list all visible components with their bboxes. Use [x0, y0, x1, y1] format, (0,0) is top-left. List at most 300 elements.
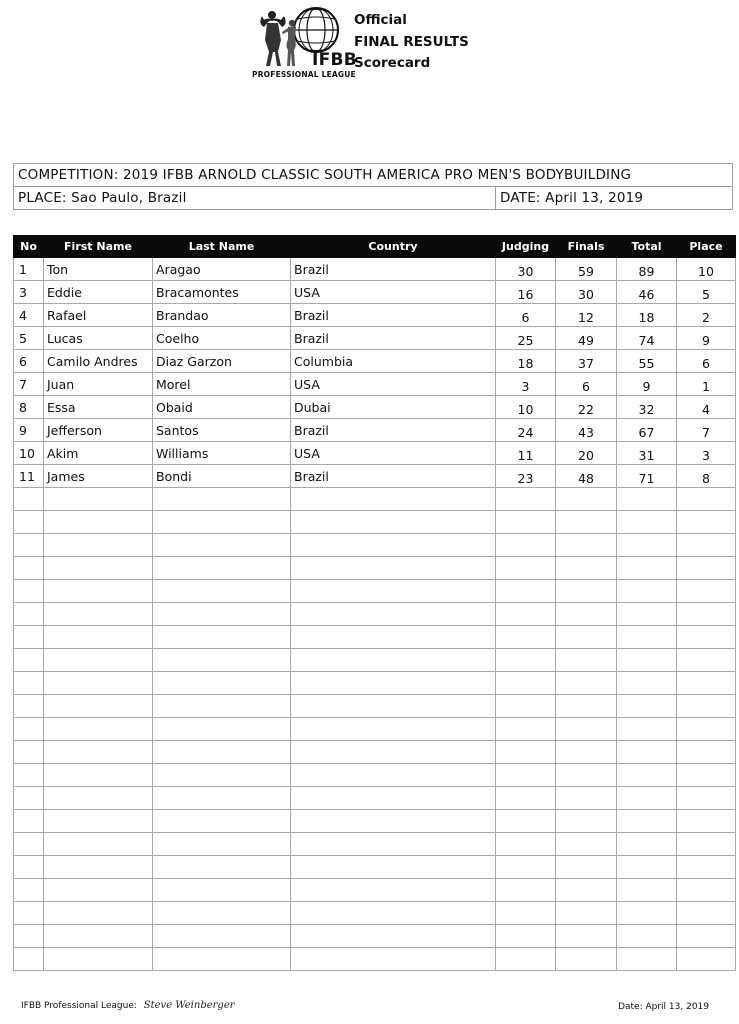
- cell-total: 46: [617, 281, 677, 304]
- cell-last: [153, 718, 291, 741]
- empty-table-row: [14, 672, 736, 695]
- cell-no: 11: [14, 465, 44, 488]
- cell-last: [153, 902, 291, 925]
- cell-finals: 22: [556, 396, 617, 419]
- org-subtitle: PROFESSIONAL LEAGUE: [252, 70, 356, 79]
- cell-no: [14, 741, 44, 764]
- cell-first: [44, 833, 153, 856]
- cell-place: 6: [677, 350, 736, 373]
- cell-judging: [496, 810, 556, 833]
- cell-last: [153, 534, 291, 557]
- cell-finals: [556, 810, 617, 833]
- cell-place: [677, 856, 736, 879]
- cell-finals: 6: [556, 373, 617, 396]
- cell-total: [617, 649, 677, 672]
- cell-no: [14, 488, 44, 511]
- cell-judging: 24: [496, 419, 556, 442]
- cell-country: [291, 902, 496, 925]
- cell-no: [14, 672, 44, 695]
- cell-last: [153, 580, 291, 603]
- cell-total: [617, 557, 677, 580]
- table-row: [14, 350, 736, 373]
- cell-country: [291, 925, 496, 948]
- cell-first: Rafael: [44, 304, 153, 327]
- cell-total: 9: [617, 373, 677, 396]
- empty-table-row: [14, 879, 736, 902]
- cell-first: Eddie: [44, 281, 153, 304]
- cell-place: 8: [677, 465, 736, 488]
- cell-finals: 43: [556, 419, 617, 442]
- empty-table-row: [14, 557, 736, 580]
- cell-country: [291, 488, 496, 511]
- cell-no: [14, 948, 44, 971]
- cell-no: 1: [14, 258, 44, 281]
- cell-first: [44, 764, 153, 787]
- cell-no: 3: [14, 281, 44, 304]
- cell-judging: [496, 925, 556, 948]
- cell-finals: [556, 787, 617, 810]
- cell-place: 3: [677, 442, 736, 465]
- cell-first: Essa: [44, 396, 153, 419]
- cell-total: [617, 741, 677, 764]
- results-body: [14, 258, 736, 971]
- cell-first: Akim: [44, 442, 153, 465]
- cell-total: 31: [617, 442, 677, 465]
- table-row: [14, 304, 736, 327]
- cell-first: [44, 603, 153, 626]
- cell-place: [677, 511, 736, 534]
- cell-first: Juan: [44, 373, 153, 396]
- cell-finals: [556, 902, 617, 925]
- cell-finals: [556, 672, 617, 695]
- empty-table-row: [14, 649, 736, 672]
- cell-finals: [556, 948, 617, 971]
- cell-first: [44, 626, 153, 649]
- cell-country: [291, 603, 496, 626]
- cell-country: [291, 948, 496, 971]
- cell-no: [14, 603, 44, 626]
- cell-first: [44, 925, 153, 948]
- cell-last: Bracamontes: [153, 281, 291, 304]
- cell-total: [617, 856, 677, 879]
- cell-finals: 48: [556, 465, 617, 488]
- cell-first: Camilo Andres: [44, 350, 153, 373]
- cell-total: 32: [617, 396, 677, 419]
- cell-total: 67: [617, 419, 677, 442]
- cell-first: James: [44, 465, 153, 488]
- cell-country: Brazil: [291, 304, 496, 327]
- cell-country: [291, 764, 496, 787]
- cell-judging: [496, 649, 556, 672]
- empty-table-row: [14, 787, 736, 810]
- cell-finals: 30: [556, 281, 617, 304]
- empty-table-row: [14, 580, 736, 603]
- cell-last: [153, 856, 291, 879]
- cell-place: 1: [677, 373, 736, 396]
- cell-no: [14, 764, 44, 787]
- cell-last: [153, 925, 291, 948]
- cell-country: Brazil: [291, 327, 496, 350]
- title-final-results: FINAL RESULTS: [354, 33, 469, 50]
- empty-table-row: [14, 718, 736, 741]
- cell-judging: [496, 488, 556, 511]
- cell-judging: [496, 902, 556, 925]
- cell-place: 9: [677, 327, 736, 350]
- cell-country: USA: [291, 442, 496, 465]
- cell-place: [677, 764, 736, 787]
- cell-place: 4: [677, 396, 736, 419]
- cell-judging: [496, 764, 556, 787]
- cell-country: [291, 649, 496, 672]
- col-country: Country: [291, 236, 496, 258]
- cell-place: 7: [677, 419, 736, 442]
- signature: Steve Weinberger: [143, 1000, 235, 1011]
- cell-judging: 23: [496, 465, 556, 488]
- cell-first: [44, 557, 153, 580]
- cell-last: [153, 557, 291, 580]
- cell-first: [44, 879, 153, 902]
- cell-place: [677, 787, 736, 810]
- cell-judging: [496, 511, 556, 534]
- cell-judging: 11: [496, 442, 556, 465]
- cell-no: [14, 718, 44, 741]
- cell-first: [44, 856, 153, 879]
- cell-place: 10: [677, 258, 736, 281]
- cell-place: [677, 557, 736, 580]
- cell-no: 4: [14, 304, 44, 327]
- cell-total: [617, 511, 677, 534]
- cell-finals: 12: [556, 304, 617, 327]
- cell-last: Morel: [153, 373, 291, 396]
- cell-last: [153, 741, 291, 764]
- cell-first: [44, 695, 153, 718]
- cell-finals: [556, 833, 617, 856]
- cell-total: [617, 902, 677, 925]
- cell-total: [617, 534, 677, 557]
- cell-judging: [496, 856, 556, 879]
- cell-total: [617, 603, 677, 626]
- cell-judging: [496, 603, 556, 626]
- cell-country: [291, 672, 496, 695]
- cell-last: [153, 488, 291, 511]
- cell-judging: [496, 626, 556, 649]
- cell-finals: [556, 718, 617, 741]
- cell-last: Santos: [153, 419, 291, 442]
- cell-last: Obaid: [153, 396, 291, 419]
- cell-last: [153, 948, 291, 971]
- cell-judging: [496, 833, 556, 856]
- cell-country: [291, 879, 496, 902]
- cell-judging: 18: [496, 350, 556, 373]
- cell-finals: [556, 764, 617, 787]
- cell-judging: 3: [496, 373, 556, 396]
- col-judging: Judging: [496, 236, 556, 258]
- empty-table-row: [14, 603, 736, 626]
- empty-table-row: [14, 511, 736, 534]
- empty-table-row: [14, 764, 736, 787]
- scorecard-title: [354, 10, 469, 75]
- empty-table-row: [14, 810, 736, 833]
- cell-last: [153, 787, 291, 810]
- cell-place: [677, 488, 736, 511]
- cell-judging: [496, 557, 556, 580]
- cell-total: [617, 810, 677, 833]
- cell-judging: [496, 580, 556, 603]
- cell-country: [291, 626, 496, 649]
- table-row: [14, 465, 736, 488]
- cell-country: Brazil: [291, 465, 496, 488]
- competition-place: PLACE: Sao Paulo, Brazil: [14, 187, 496, 210]
- empty-table-row: [14, 833, 736, 856]
- cell-country: USA: [291, 281, 496, 304]
- col-first-name: First Name: [44, 236, 153, 258]
- cell-finals: [556, 856, 617, 879]
- cell-finals: [556, 603, 617, 626]
- cell-country: [291, 856, 496, 879]
- cell-total: [617, 879, 677, 902]
- empty-table-row: [14, 948, 736, 971]
- cell-last: Williams: [153, 442, 291, 465]
- cell-finals: 37: [556, 350, 617, 373]
- cell-no: [14, 626, 44, 649]
- cell-place: [677, 741, 736, 764]
- cell-last: [153, 695, 291, 718]
- scorecard-header: [248, 4, 508, 82]
- cell-first: [44, 948, 153, 971]
- cell-no: [14, 580, 44, 603]
- cell-place: [677, 810, 736, 833]
- cell-place: [677, 672, 736, 695]
- empty-table-row: [14, 925, 736, 948]
- cell-first: [44, 902, 153, 925]
- cell-place: [677, 626, 736, 649]
- cell-place: [677, 879, 736, 902]
- cell-country: Columbia: [291, 350, 496, 373]
- cell-no: 10: [14, 442, 44, 465]
- cell-first: [44, 810, 153, 833]
- cell-country: [291, 580, 496, 603]
- cell-country: [291, 557, 496, 580]
- cell-last: [153, 764, 291, 787]
- cell-finals: [556, 580, 617, 603]
- cell-total: [617, 626, 677, 649]
- cell-judging: [496, 534, 556, 557]
- cell-no: [14, 649, 44, 672]
- cell-first: [44, 672, 153, 695]
- cell-no: [14, 856, 44, 879]
- cell-no: [14, 810, 44, 833]
- cell-first: [44, 718, 153, 741]
- table-row: [14, 419, 736, 442]
- cell-no: 5: [14, 327, 44, 350]
- title-scorecard: Scorecard: [354, 55, 431, 71]
- cell-last: [153, 672, 291, 695]
- cell-last: [153, 810, 291, 833]
- cell-finals: [556, 626, 617, 649]
- cell-last: [153, 626, 291, 649]
- empty-table-row: [14, 695, 736, 718]
- cell-no: [14, 925, 44, 948]
- empty-table-row: [14, 856, 736, 879]
- cell-first: [44, 488, 153, 511]
- cell-total: [617, 580, 677, 603]
- cell-last: Aragao: [153, 258, 291, 281]
- table-row: [14, 373, 736, 396]
- table-row: [14, 396, 736, 419]
- cell-last: Bondi: [153, 465, 291, 488]
- cell-country: USA: [291, 373, 496, 396]
- empty-table-row: [14, 902, 736, 925]
- cell-total: 18: [617, 304, 677, 327]
- title-official: Official: [354, 12, 407, 28]
- cell-country: [291, 833, 496, 856]
- cell-place: [677, 580, 736, 603]
- cell-judging: 16: [496, 281, 556, 304]
- cell-last: [153, 879, 291, 902]
- cell-total: [617, 833, 677, 856]
- table-row: [14, 281, 736, 304]
- cell-judging: [496, 948, 556, 971]
- cell-finals: [556, 925, 617, 948]
- cell-first: [44, 580, 153, 603]
- competition-date: DATE: April 13, 2019: [496, 187, 733, 210]
- cell-place: 5: [677, 281, 736, 304]
- cell-last: Coelho: [153, 327, 291, 350]
- cell-no: 8: [14, 396, 44, 419]
- cell-total: 71: [617, 465, 677, 488]
- competition-info: [13, 163, 733, 210]
- cell-country: Brazil: [291, 419, 496, 442]
- cell-place: [677, 649, 736, 672]
- cell-country: [291, 534, 496, 557]
- cell-last: [153, 649, 291, 672]
- cell-total: [617, 948, 677, 971]
- cell-first: [44, 649, 153, 672]
- cell-country: Brazil: [291, 258, 496, 281]
- cell-finals: [556, 557, 617, 580]
- competition-name: COMPETITION: 2019 IFBB ARNOLD CLASSIC SOUTH AMERICA PRO MEN'S BODYBUILDING: [14, 164, 733, 187]
- cell-no: [14, 534, 44, 557]
- cell-judging: 6: [496, 304, 556, 327]
- empty-table-row: [14, 488, 736, 511]
- cell-judging: 25: [496, 327, 556, 350]
- cell-finals: 49: [556, 327, 617, 350]
- cell-total: [617, 718, 677, 741]
- cell-no: [14, 511, 44, 534]
- footer-league: [21, 1000, 235, 1011]
- cell-finals: [556, 879, 617, 902]
- cell-country: [291, 741, 496, 764]
- col-total: Total: [617, 236, 677, 258]
- cell-place: 2: [677, 304, 736, 327]
- cell-no: [14, 557, 44, 580]
- cell-last: Diaz Garzon: [153, 350, 291, 373]
- col-place: Place: [677, 236, 736, 258]
- col-last-name: Last Name: [153, 236, 291, 258]
- cell-total: 74: [617, 327, 677, 350]
- footer-date: Date: April 13, 2019: [618, 1002, 709, 1012]
- cell-judging: [496, 695, 556, 718]
- cell-no: [14, 902, 44, 925]
- cell-first: [44, 741, 153, 764]
- cell-total: [617, 695, 677, 718]
- footer-league-label: IFBB Professional League:: [21, 1001, 137, 1011]
- org-name: IFBB: [312, 50, 358, 70]
- empty-table-row: [14, 534, 736, 557]
- results-table: [13, 235, 736, 971]
- cell-place: [677, 534, 736, 557]
- cell-judging: [496, 787, 556, 810]
- cell-place: [677, 833, 736, 856]
- cell-total: [617, 764, 677, 787]
- cell-finals: 59: [556, 258, 617, 281]
- cell-first: [44, 534, 153, 557]
- cell-country: [291, 511, 496, 534]
- cell-first: Lucas: [44, 327, 153, 350]
- cell-finals: [556, 488, 617, 511]
- cell-finals: [556, 649, 617, 672]
- cell-last: Brandao: [153, 304, 291, 327]
- cell-place: [677, 925, 736, 948]
- cell-total: [617, 925, 677, 948]
- cell-country: [291, 810, 496, 833]
- cell-last: [153, 833, 291, 856]
- cell-first: Jefferson: [44, 419, 153, 442]
- cell-judging: 30: [496, 258, 556, 281]
- cell-no: [14, 695, 44, 718]
- cell-no: 6: [14, 350, 44, 373]
- table-row: [14, 442, 736, 465]
- cell-country: Dubai: [291, 396, 496, 419]
- cell-finals: 20: [556, 442, 617, 465]
- cell-country: [291, 695, 496, 718]
- cell-total: [617, 488, 677, 511]
- table-row: [14, 327, 736, 350]
- cell-no: 9: [14, 419, 44, 442]
- cell-no: 7: [14, 373, 44, 396]
- col-no: No: [14, 236, 44, 258]
- cell-first: [44, 511, 153, 534]
- cell-judging: [496, 672, 556, 695]
- cell-first: [44, 787, 153, 810]
- cell-finals: [556, 534, 617, 557]
- empty-table-row: [14, 741, 736, 764]
- cell-total: 89: [617, 258, 677, 281]
- cell-place: [677, 948, 736, 971]
- cell-place: [677, 718, 736, 741]
- results-header-row: [14, 236, 736, 258]
- cell-no: [14, 787, 44, 810]
- cell-finals: [556, 741, 617, 764]
- cell-total: [617, 672, 677, 695]
- cell-last: [153, 603, 291, 626]
- cell-country: [291, 787, 496, 810]
- cell-first: Ton: [44, 258, 153, 281]
- table-row: [14, 258, 736, 281]
- cell-place: [677, 902, 736, 925]
- col-finals: Finals: [556, 236, 617, 258]
- cell-finals: [556, 511, 617, 534]
- cell-judging: [496, 741, 556, 764]
- cell-place: [677, 695, 736, 718]
- cell-judging: [496, 718, 556, 741]
- cell-total: 55: [617, 350, 677, 373]
- cell-no: [14, 833, 44, 856]
- cell-last: [153, 511, 291, 534]
- cell-no: [14, 879, 44, 902]
- cell-total: [617, 787, 677, 810]
- cell-finals: [556, 695, 617, 718]
